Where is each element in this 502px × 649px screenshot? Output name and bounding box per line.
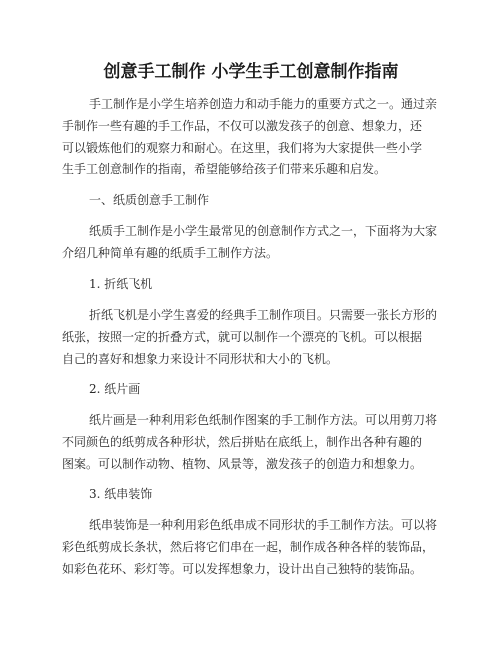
section1-line-1: 纸质手工制作是小学生最常见的创意制作方式之一，下面将为大家 — [89, 224, 438, 238]
item1-line-1: 折纸飞机是小学生喜爱的经典手工制作项目。只需要一张长方形的 — [89, 308, 438, 322]
item-heading-paper-collage: 2. 纸片画 — [89, 382, 141, 396]
intro-line-1: 手工制作是小学生培养创造力和动手能力的重要方式之一。通过亲 — [89, 97, 438, 111]
item2-line-3: 图案。可以制作动物、植物、风景等，激发孩子的创造力和想象力。 — [62, 457, 423, 471]
item1-line-2: 纸张，按照一定的折叠方式，就可以制作一个漂亮的飞机。可以根据 — [62, 330, 423, 344]
item-heading-paper-plane: 1. 折纸飞机 — [89, 277, 153, 291]
intro-line-2: 手制作一些有趣的手工作品，不仅可以激发孩子的创意、想象力，还 — [62, 119, 423, 133]
item2-line-2: 不同颜色的纸剪成各种形状，然后拼贴在底纸上，制作出各种有趣的 — [62, 435, 423, 449]
section1-line-2: 介绍几种简单有趣的纸质手工制作方法。 — [62, 246, 279, 260]
section-heading-paper-crafts: 一、纸质创意手工制作 — [89, 193, 210, 207]
item2-line-1: 纸片画是一种利用彩色纸制作图案的手工制作方法。可以用剪刀将 — [89, 413, 438, 427]
item-heading-paper-garland: 3. 纸串装饰 — [89, 487, 153, 501]
item1-line-3: 自己的喜好和想象力来设计不同形状和大小的飞机。 — [62, 352, 339, 366]
intro-line-3: 可以锻炼他们的观察力和耐心。在这里，我们将为大家提供一些小学 — [62, 141, 423, 155]
item3-line-1: 纸串装饰是一种利用彩色纸串成不同形状的手工制作方法。可以将 — [89, 518, 438, 532]
intro-line-4: 生手工创意制作的指南，希望能够给孩子们带来乐趣和启发。 — [62, 162, 387, 176]
document-title: 创意手工制作 小学生手工创意制作指南 — [103, 62, 399, 82]
item3-line-2: 彩色纸剪成长条状，然后将它们串在一起，制作成各种各样的装饰品， — [62, 540, 435, 554]
item3-line-3: 如彩色花环、彩灯等。可以发挥想象力，设计出自己独特的装饰品。 — [62, 562, 423, 576]
